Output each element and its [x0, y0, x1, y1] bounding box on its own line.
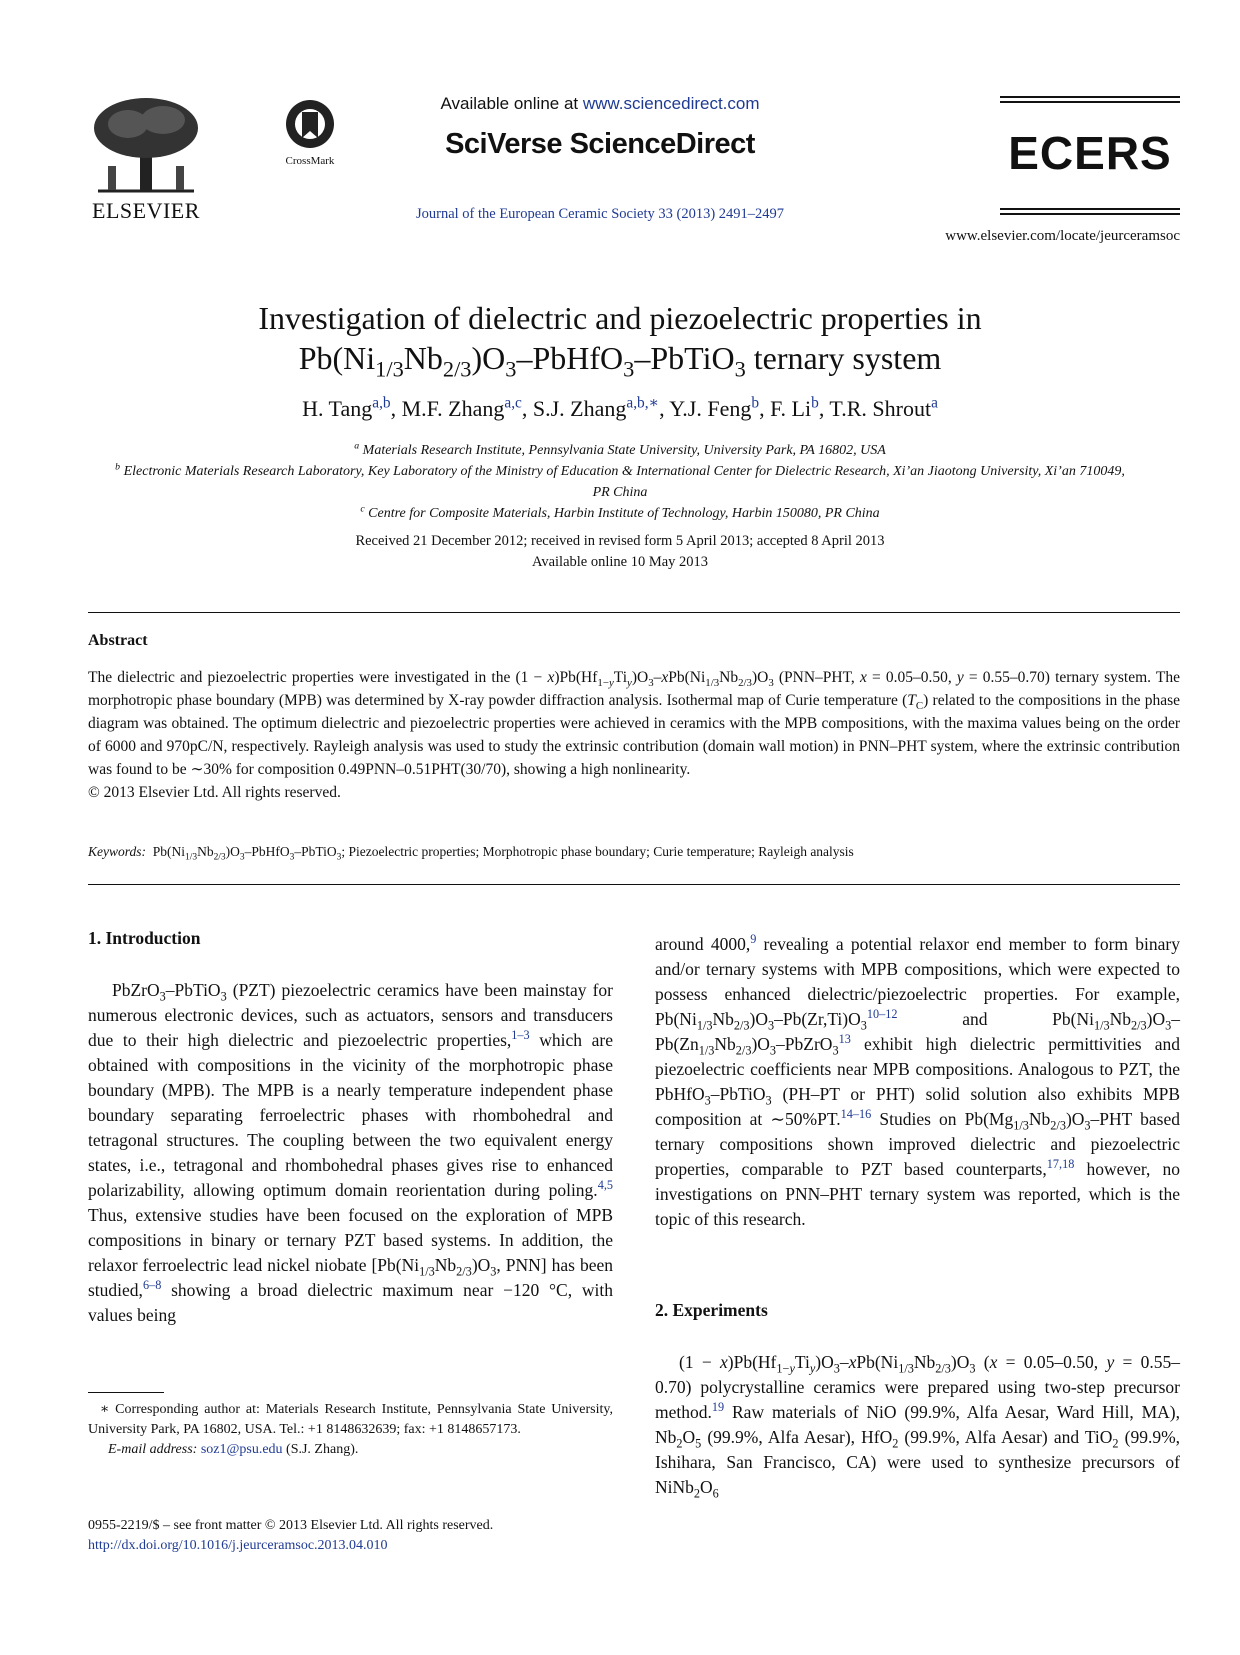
affiliation-b: $^b$ Electronic Materials Research Laboratory, Key Laboratory of the Ministry of Education & International Center for Dielectric Research, Xi’an Jiaotong University, Xi’an 710049, PR China: [115, 461, 1125, 500]
abstract-body: The dielectric and piezoelectric properties were investigated in the $(1 - x)Pb(Hf_{1-y}Ti_y)O_3-xPb(Ni_{1/3}Nb_{2/3})O_3$ (PNN–PHT, x = 0.05–0.50, y = 0.55–0.70) ternary system. The morphotropic phase boundary (MPB) was determined by X-ray powder diffraction analysis. Isothermal map of Curie temperature $(T_C)$ related to the compositions in the phase diagram was obtained. The optimum dielectric and piezoelectric properties were achieved in ceramics with the MPB compositions, with the maxima values being on the order of 6000 and 970pC/N, respectively. Rayleigh analysis was used to study the extrinsic contribution (domain wall motion) in PNN–PHT system, where the extrinsic contribution was found to be ∼30% for composition 0.49PNN–0.51PHT(30/70), showing a high nonlinearity. © 2013 Elsevier Ltd. All rights reserved.: [88, 666, 1180, 804]
author: S.J. Zhang: [532, 396, 627, 421]
publisher-name: ELSEVIER: [92, 198, 200, 223]
available-online-prefix: Available online at: [440, 94, 583, 113]
front-matter: [88, 1516, 688, 1556]
keywords-list: ; Piezoelectric properties; Morphotropic phase boundary; Curie temperature; Rayleigh analysis: [341, 844, 854, 859]
abstract-heading: Abstract: [88, 632, 148, 649]
crossmark-badge[interactable]: [280, 98, 340, 167]
journal-logo: ECERS: [1008, 127, 1172, 179]
affiliation-a: $^a$ Materials Research Institute, Pennsylvania State University, University Park, PA 16802, USA: [354, 440, 886, 458]
introduction-text-continued: around 4000,$^9$ revealing a potential relaxor end member to form binary and/or ternary systems with MPB compositions, which were expected to possess enhanced dielectric/piezoelectric properties. For example, $Pb(Ni_{1/3}Nb_{2/3})O_3-Pb(Zr,Ti)O_3^{10-12}$ and $Pb(Ni_{1/3}Nb_{2/3})O_3-$ $Pb(Zn_{1/3}Nb_{2/3})O_3-PbZrO_3^{13}$ exhibit high dielectric permittivities and piezoelectric coefficients near MPB compositions. Analogous to PZT, the PbHfO$_3$–PbTiO$_3$ (PH–PT or PHT) solid solution also exhibits MPB composition at ∼50%PT.$^{14-16}$ Studies on $Pb(Mg_{1/3}Nb_{2/3})O_3$–PHT based ternary compositions shown improved dielectric and piezoelectric properties, comparable to PZT based counterparts,$^{17,18}$ however, no investigations on PNN–PHT ternary system was reported, which is the topic of this research.: [655, 932, 1180, 1229]
keywords-label: Keywords:: [88, 844, 146, 859]
affiliation-c: $^c$ Centre for Composite Materials, Harbin Institute of Technology, Harbin 150080, PR China: [360, 503, 880, 521]
experiments-text: $(1 - x)Pb(Hf_{1-y}Ti_y)O_3-xPb(Ni_{1/3}Nb_{2/3})O_3$ (x = 0.05–0.50, y = 0.55–0.70) polycrystalline ceramics were prepared using two-step precursor method.$^{19}$ Raw materials of NiO (99.9%, Alfa Aesar, Ward Hill, MA), $Nb_2O_5$ (99.9%, Alfa Aesar), HfO$_2$ (99.9%, Alfa Aesar) and TiO$_2$ (99.9%, Ishihara, San Francisco, CA) were used to synthesize precursors of $NiNb_2O_6$: [655, 1352, 1181, 1501]
introduction-text: PbZrO$_3$–PbTiO$_3$ (PZT) piezoelectric ceramics have been mainstay for numerous electronic devices, such as actuators, sensors and transducers due to their high dielectric and piezoelectric properties,$^{1-3}$ which are obtained with compositions in the vicinity of the morphotropic phase boundary (MPB). The MPB is a nearly temperature independent phase boundary separating ferroelectric phases with rhombohedral and tetragonal structures. The coupling between the two equivalent energy states, i.e., tetragonal and rhombohedral phases gives rise to enhanced polarizability, allowing optimum domain reorientation during poling.$^{4,5}$ Thus, extensive studies have been focused on the exploration of MPB compositions in binary or ternary PZT based systems. In addition, the relaxor ferroelectric lead nickel niobate [$Pb(Ni_{1/3}Nb_{2/3})O_3$, PNN] has been studied,$^{6-8}$ showing a broad dielectric maximum near −120 °C, with values being: [88, 980, 613, 1325]
divider: [88, 612, 1180, 613]
title-line-1: Investigation of dielectric and piezoelectric properties in: [258, 300, 982, 336]
copyright: © 2013 Elsevier Ltd. All rights reserved.: [88, 784, 341, 801]
author: Y.J. Feng: [669, 396, 752, 421]
doi-link[interactable]: http://dx.doi.org/10.1016/j.jeurceramsoc.2013.04.010: [88, 1538, 388, 1553]
issn-line: 0955-2219/$ – see front matter © 2013 Elsevier Ltd. All rights reserved.: [88, 1518, 494, 1533]
section-heading-introduction: 1. Introduction: [88, 928, 201, 948]
author: M.F. Zhang: [401, 396, 505, 421]
platform-name: SciVerse ScienceDirect: [445, 128, 755, 160]
title-line-2: $Pb(Ni_{1/3}Nb_{2/3})O_3-PbHfO_3-PbTiO_3$ ternary system: [298, 340, 942, 382]
divider: [88, 884, 1180, 885]
crossmark-icon: [284, 98, 336, 150]
journal-logo-box: [1000, 96, 1180, 220]
author: F. Li: [770, 396, 812, 421]
available-online: [380, 94, 820, 114]
sciencedirect-link[interactable]: www.sciencedirect.com: [582, 94, 760, 113]
keywords: Keywords: $Pb(Ni_{1/3}Nb_{2/3})O_3-PbHfO_3-PbTiO_3$; Piezoelectric properties; Morphotropic phase boundary; Curie temperature; Rayleigh analysis: [88, 844, 854, 863]
available-online-date: Available online 10 May 2013: [531, 554, 709, 570]
author: H. Tang: [302, 396, 373, 421]
corresponding-author-footnote: ∗ Corresponding author at: Materials Research Institute, Pennsylvania State University, University Park, PA 16802, USA. Tel.: +1 8148632639; fax: +1 8148657173. E-mail address: soz1@psu.edu (S.J. Zhang).: [88, 1402, 614, 1457]
section-heading-experiments: 2. Experiments: [655, 1300, 768, 1320]
author-list: H. Tang$^{a,b}$, M.F. Zhang$^{a,c}$, S.J. Zhang$^{a,b,∗}$, Y.J. Feng$^b$, F. Li$^b$, T.R. Shrout$^a$: [302, 394, 938, 421]
crossmark-label: CrossMark: [285, 155, 335, 167]
elsevier-tree-logo: [88, 96, 204, 194]
email-link[interactable]: soz1@psu.edu: [200, 1442, 283, 1457]
received-dates: Received 21 December 2012; received in revised form 5 April 2013; accepted 8 April 2013: [355, 533, 885, 549]
article-title: [100, 298, 1140, 382]
footnote-rule: [88, 1392, 164, 1393]
journal-url: www.elsevier.com/locate/jeurceramsoc: [945, 228, 1180, 244]
journal-reference-link[interactable]: Journal of the European Ceramic Society 33 (2013) 2491–2497: [415, 206, 785, 222]
author: T.R. Shrout: [829, 396, 932, 421]
